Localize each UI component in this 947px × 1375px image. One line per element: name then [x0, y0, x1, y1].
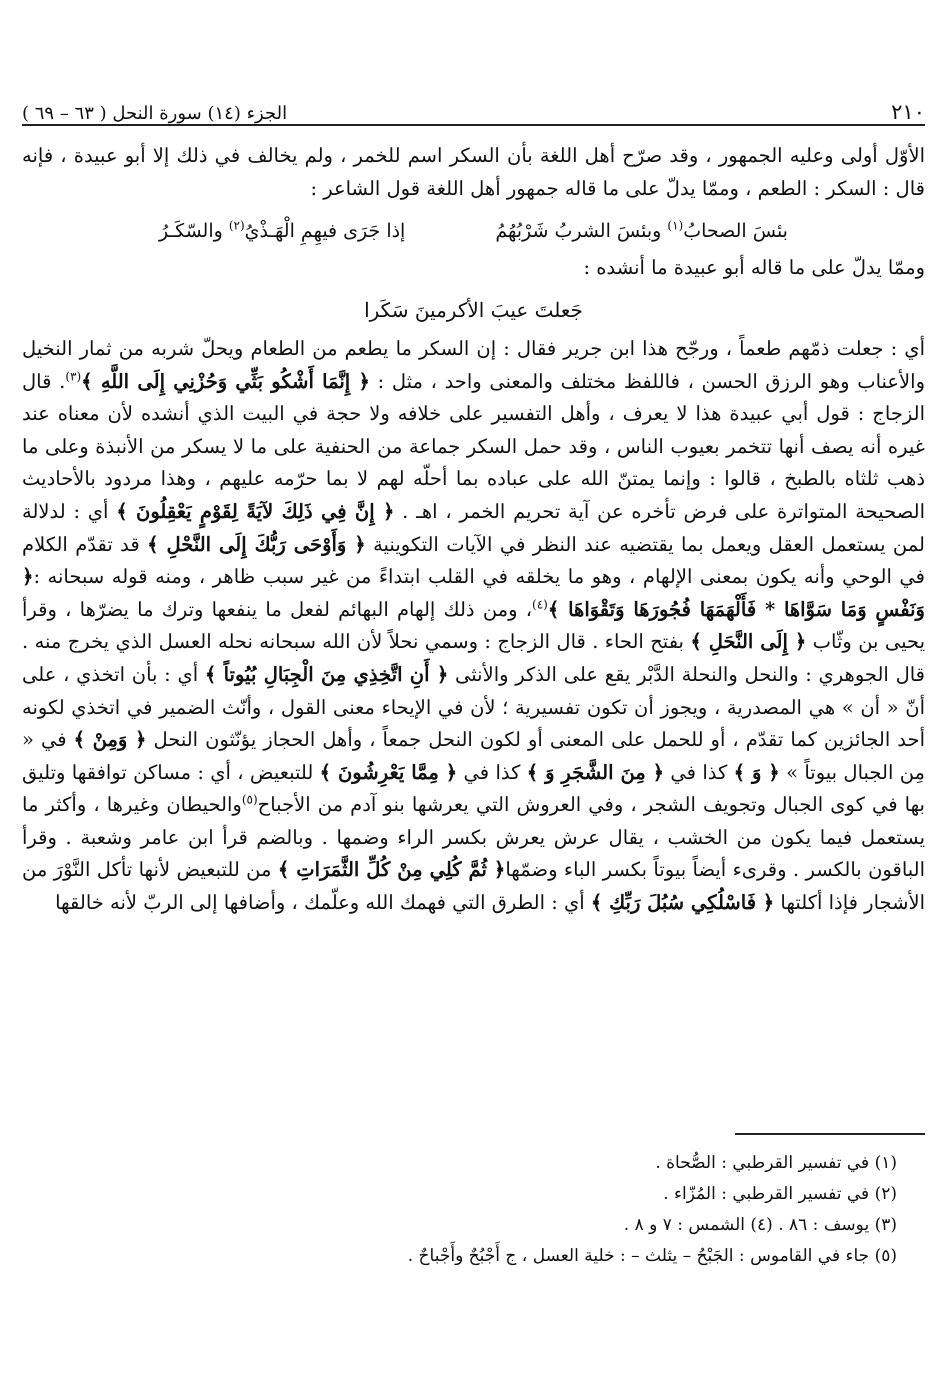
text-run: كذا في — [664, 760, 734, 784]
quran-quote: ﴿ فَاسْلُكِي سُبُلَ رَبِّكِ ﴾ — [590, 891, 775, 915]
text-run: أي : لدلالة لمن يستعمل العقل ويعمل بما يقتضيه عند النظر في الآيات التكوينية — [22, 499, 925, 556]
text-run: والحيطان وغيرها ، وأكثر ما يستعمل فيما يكون من الخشب ، يقال عرش يعرش بكسر الراء وضمها . وبالضم قرأ ابن عامر وشعبة . وقرأ الباقون بالكسر . وقرىء أيضاً بيوتاً بكسر الباء وضمّها — [22, 793, 926, 882]
quran-quote: ﴿ وَأَوْحَى رَبُّكَ إِلَى النَّحْلِ ﴾ — [147, 532, 366, 556]
quran-quote: ﴿ مِمَّا يَعْرِشُونَ ﴾ — [319, 760, 458, 784]
quran-quote: ﴿ وَ ﴾ — [733, 760, 780, 784]
verse-text: والسّكَـرُ — [159, 220, 229, 243]
running-title: الجزء (١٤) سورة النحل ( ٦٣ – ٦٩ ) — [22, 103, 288, 124]
verse-first-hemistich — [495, 215, 788, 248]
footnote-ref: (١) — [667, 218, 684, 233]
paragraph: وممّا يدلّ على ما قاله أبو عبيدة ما أنشده : — [583, 255, 925, 279]
text-run: للتبعيض ، أي : مساكن توافقها وتليق بها في كوى الجبال وتجويف الشجر ، وفي العروش التي يعرشها بنو آدم من الأجباح — [22, 760, 925, 817]
verse-text: وبئسَ الشربُ شَرْبُهُمُ — [495, 220, 668, 243]
main-text — [22, 140, 925, 920]
text-run: أي : بأن اتخذي ، على أنّ « أن » هي المصدرية ، ويجوز أن تكون تفسيرية ؛ لأن في الإيحاء معنى القول ، وأنّث الضمير في اتخذي لكونه أحد الجائزين كما تقدّم ، أو للحمل على المعنى أو لكون النحل جمعاً ، وأهل الحجاز يؤنّثون النحل — [22, 662, 926, 752]
verse-text: إذا جَرَى فيهِمِ الْهَـذْيُ — [244, 220, 406, 243]
text-run: ، ومن ذلك إلهام البهائم لفعل ما ينفعها وترك ما يضرّها ، وقرأ يحيى بن وثّاب — [22, 597, 925, 654]
footnote: (٢) في تفسير القرطبي : المُزّاء . — [663, 1184, 897, 1204]
text-run: أي : الطرق التي فهمك الله وعلّمك ، وأضافها إلى الربّ لأنه خالقها — [55, 891, 591, 915]
poem-verse-single: جَعلتَ عيبَ الأكرمينَ سَكَرا — [364, 298, 583, 323]
verse-second-hemistich — [159, 215, 405, 248]
footnotes — [47, 1148, 897, 1272]
footnote-ref: (٢) — [228, 218, 245, 233]
text-run: قد تقدّم الكلام في الوحي وأنه يكون بمعنى الإلهام ، وهو ما يخلقه في القلب ابتداءً من غير سبب ظاهر ، ومنه قوله سبحانه : — [22, 532, 925, 589]
text-run: من للتبعيض لأنها تأكل النَّوْرَ من الأشجار فإذا أكلتها — [22, 858, 925, 915]
footnote: (٣) يوسف : ٨٦ . (٤) الشمس : ٧ و ٨ . — [623, 1215, 897, 1235]
quran-quote: ﴿ ثُمَّ كُلِي مِنْ كُلِّ الثَّمَرَاتِ ﴾ — [277, 858, 506, 882]
quran-quote: ﴿ وَمِنْ ﴾ — [73, 728, 147, 752]
text-run: بفتح الحاء . قال الزجاج : وسمي نحلاً لأن الله سبحانه نحله العسل الذي يخرج منه . قال الجوهري : والنحل والنحلة الدَّبْر يقع على الذكر والأنثى — [22, 630, 925, 686]
verse-text: بئسَ الصحابُ — [683, 220, 788, 243]
quran-quote: ﴿ إِلَى النَّحَلِ ﴾ — [690, 630, 807, 654]
footnote-ref: (٤) — [532, 597, 548, 612]
paragraph: الأوّل أولى وعليه الجمهور ، وقد صرّح أهل اللغة بأن السكر اسم للخمر ، ولم يخالف في ذلك إلا أبو عبيدة ، فإنه قال : السكر : الطعم ، وممّا يدلّ على ما قاله جمهور أهل اللغة قول الشاعر : — [22, 144, 925, 200]
footnote-divider — [735, 1133, 925, 1135]
footnote: (١) في تفسير القرطبي : الصُّحاة . — [655, 1153, 897, 1173]
quran-quote: ﴿ أَنِ اتَّخِذِي مِنَ الْجِبَالِ بُيُوتاً ﴾ — [204, 662, 449, 686]
footnote-ref: (٣) — [65, 369, 82, 384]
text-run: . قال الزجاج : قول أبي عبيدة هذا لا يعرف ، وأهل التفسير على خلافه ولا حجة في البيت الذي أنشده لأن معناه عند غيره أنه يصف أنها تتخمر بعيوب الناس ، وقد حمل السكر جماعة من الحنفية على ما لا يسكر من الأنبذة وعلى ما ذهب ثلثاه بالطبخ ، قالوا : وإنما يمتنّ الله على عباده بما أحلّه لهم لا بما حرّمه عليهم ، وهذا مردود بالأحاديث الصحيحة المتواترة على فرض تأخره عن آية تحريم الخمر ، اهـ . — [22, 369, 925, 523]
paragraph — [22, 333, 925, 920]
page-number: ٢١٠ — [891, 100, 925, 124]
page-header — [22, 88, 925, 126]
poem-verse — [22, 215, 925, 248]
quran-quote: ﴿ مِنَ الشَّجَرِ وَ ﴾ — [526, 760, 665, 784]
text-run: كذا في — [457, 760, 527, 784]
quran-quote: ﴿ إِنَّ فِي ذَلِكَ لآيَةً لِقَوْمٍ يَعْقِلُونَ ﴾ — [116, 499, 395, 523]
text-run: أي : جعلت ذمّهم طعماً ، ورجّح هذا ابن جرير فقال : إن السكر ما يطعم من الطعام ويحلّ شربه من ثمار النخيل والأعناب وهو الرزق الحسن ، فاللفظ مختلف والمعنى واحد ، مثل : — [22, 336, 925, 393]
book-page — [22, 88, 925, 920]
quran-quote: ﴿ وَنَفْسٍ وَمَا سَوَّاهَا * فَأَلْهَمَهَا فُجُورَهَا وَتَقْوَاهَا ﴾ — [22, 565, 925, 621]
footnote-ref: (٥) — [241, 792, 258, 807]
text-run: في « مِن الجبال بيوتاً » — [22, 728, 925, 784]
quran-quote: ﴿ إِنَّمَا أَشْكُو بَثِّي وَحُزْنِي إِلَى اللَّهِ ﴾ — [81, 369, 370, 393]
footnote: (٥) جاء في القاموس : الجَبْحُ – يثلث – : خلية العسل ، ج أَجْبُحٌ وأَجْباحٌ . — [407, 1246, 897, 1266]
